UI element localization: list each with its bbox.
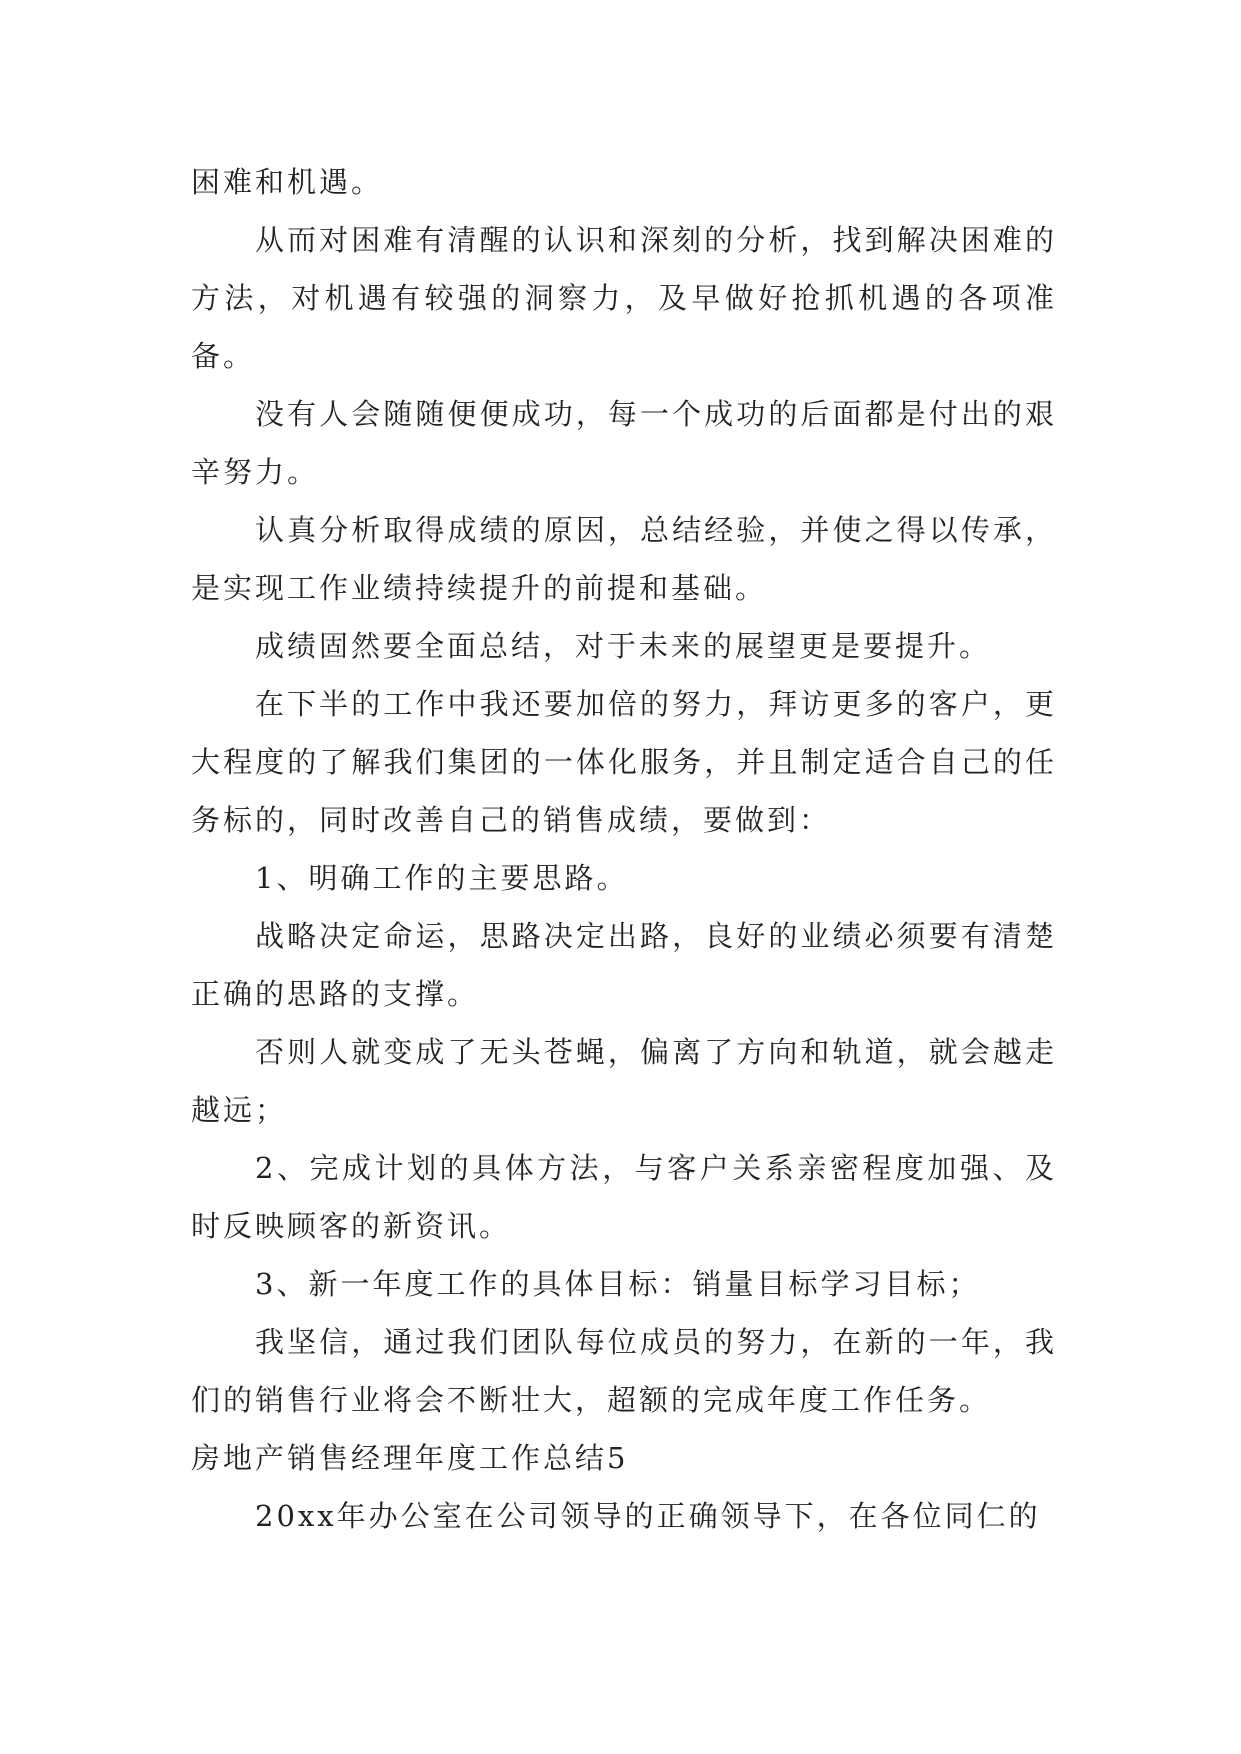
list-item: 1、明确工作的主要思路。 [255, 861, 629, 895]
paragraph: 困难和机遇。 [191, 165, 384, 199]
list-item: 2、完成计划的具体方法，与客户关系亲密程度加强、及时反映顾客的新资讯。 [191, 1151, 1057, 1243]
paragraph: 20xx年办公室在公司领导的正确领导下，在各位同仁的 [255, 1499, 1041, 1533]
paragraph: 认真分析取得成绩的原因，总结经验，并使之得以传承，是实现工作业绩持续提升的前提和基础。 [191, 513, 1057, 605]
paragraph: 我坚信，通过我们团队每位成员的努力，在新的一年，我们的销售行业将会不断壮大，超额的完成年度工作任务。 [191, 1325, 1057, 1417]
document-body [191, 153, 1057, 1545]
paragraph: 在下半的工作中我还要加倍的努力，拜访更多的客户，更大程度的了解我们集团的一体化服务，并且制定适合自己的任务标的，同时改善自己的销售成绩，要做到： [191, 687, 1057, 837]
paragraph: 否则人就变成了无头苍蝇，偏离了方向和轨道，就会越走越远； [191, 1035, 1057, 1127]
paragraph: 战略决定命运，思路决定出路，良好的业绩必须要有清楚正确的思路的支撑。 [191, 919, 1057, 1011]
section-heading: 房地产销售经理年度工作总结5 [191, 1441, 629, 1475]
paragraph: 成绩固然要全面总结，对于未来的展望更是要提升。 [255, 629, 992, 663]
paragraph: 从而对困难有清醒的认识和深刻的分析，找到解决困难的方法，对机遇有较强的洞察力，及早做好抢抓机遇的各项准备。 [191, 223, 1057, 373]
list-item: 3、新一年度工作的具体目标：销量目标学习目标； [255, 1267, 981, 1301]
paragraph: 没有人会随随便便成功，每一个成功的后面都是付出的艰辛努力。 [191, 397, 1057, 489]
